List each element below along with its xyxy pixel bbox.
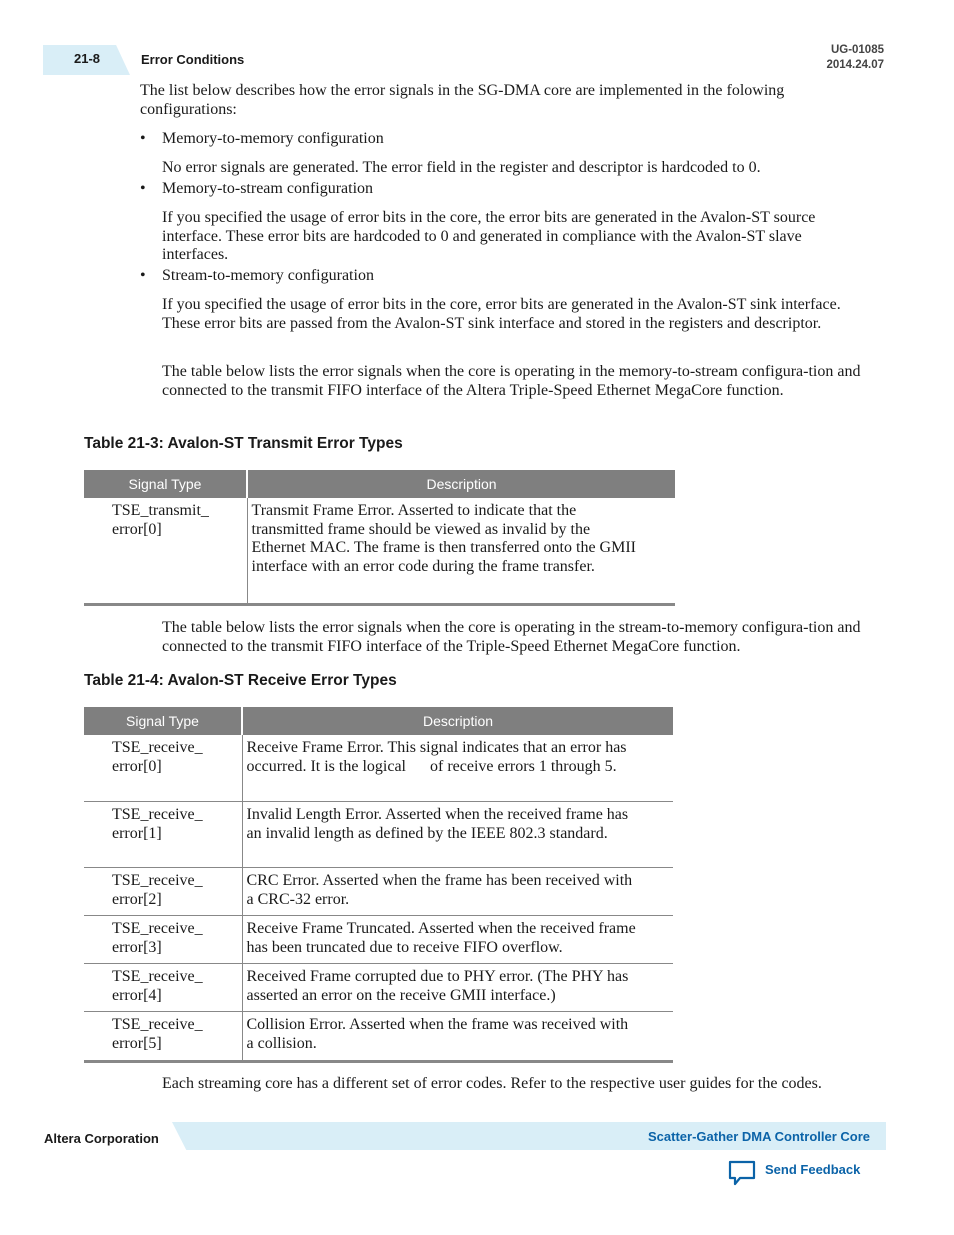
table1-intro: The table below lists the error signals when the core is operating in the memory-to-stream configura-tion and connected to the transmit FIFO interface of the Altera Triple-Speed Ethernet MegaCore function. bbox=[162, 363, 861, 399]
bullet-detail: No error signals are generated. The error field in the register and descriptor is hardcoded to 0. bbox=[162, 159, 761, 176]
table2-intro: The table below lists the error signals when the core is operating in the stream-to-memory configura-tion and connected to the transmit FIFO interface of the Triple-Speed Ethernet MegaCore function. bbox=[162, 619, 861, 655]
signal-cell: TSE_receive_ error[0] bbox=[84, 735, 242, 802]
signal-cell: TSE_receive_ error[2] bbox=[84, 868, 242, 916]
signal-cell: TSE_receive_ error[5] bbox=[84, 1012, 242, 1062]
column-header: Signal Type bbox=[84, 470, 247, 498]
description-cell: Transmit Frame Error. Asserted to indicate that the transmitted frame should be viewed as invalid by the Ethernet MAC. The frame is then transferred onto the GMII interface with an error code during the frame transfer. bbox=[247, 498, 675, 605]
closing-paragraph: Each streaming core has a different set of error codes. Refer to the respective user guides for the codes. bbox=[162, 1075, 822, 1092]
table-row bbox=[84, 916, 673, 964]
table-row bbox=[84, 964, 673, 1012]
document-id bbox=[826, 43, 884, 73]
signal-cell: TSE_receive_ error[4] bbox=[84, 964, 242, 1012]
table-row bbox=[84, 868, 673, 916]
table-row bbox=[84, 1012, 673, 1062]
bullet-icon: • bbox=[140, 267, 146, 284]
table-row bbox=[84, 802, 673, 868]
bullet-detail: If you specified the usage of error bits in the core, the error bits are generated in the Avalon-ST source interface. These error bits are hardcoded to 0 and generated in compliance with the Avalon-ST slave interfaces. bbox=[162, 209, 816, 264]
description-cell: Invalid Length Error. Asserted when the received frame has an invalid length as defined by the IEEE 802.3 standard. bbox=[242, 802, 673, 868]
section-title: Error Conditions bbox=[141, 52, 245, 67]
column-header: Description bbox=[242, 707, 673, 735]
table-row bbox=[84, 735, 673, 802]
table1-caption: Table 21-3: Avalon-ST Transmit Error Types bbox=[84, 435, 403, 452]
transmit-error-table bbox=[84, 470, 675, 606]
bullet-label: Stream-to-memory configuration bbox=[162, 267, 374, 284]
table-header-row bbox=[84, 707, 673, 735]
column-header: Signal Type bbox=[84, 707, 242, 735]
receive-error-table bbox=[84, 707, 673, 1063]
description-cell: CRC Error. Asserted when the frame has been received with a CRC-32 error. bbox=[242, 868, 673, 916]
column-header: Description bbox=[247, 470, 675, 498]
table-row bbox=[84, 498, 675, 605]
send-feedback-link[interactable]: Send Feedback bbox=[765, 1162, 861, 1177]
description-cell: Receive Frame Truncated. Asserted when the received frame has been truncated due to receive FIFO overflow. bbox=[242, 916, 673, 964]
description-cell: Receive Frame Error. This signal indicates that an error has occurred. It is the logical of receive errors 1 through 5. bbox=[242, 735, 673, 802]
page-number: 21-8 bbox=[74, 51, 101, 66]
chapter-link[interactable]: Scatter-Gather DMA Controller Core bbox=[648, 1129, 870, 1144]
signal-cell: TSE_receive_ error[3] bbox=[84, 916, 242, 964]
document-date: 2014.24.07 bbox=[826, 59, 884, 71]
bullet-label: Memory-to-memory configuration bbox=[162, 130, 384, 147]
signal-cell: TSE_receive_ error[1] bbox=[84, 802, 242, 868]
signal-cell: TSE_transmit_ error[0] bbox=[84, 498, 247, 605]
company-name: Altera Corporation bbox=[44, 1131, 159, 1146]
table2-caption: Table 21-4: Avalon-ST Receive Error Types bbox=[84, 672, 397, 689]
bullet-label: Memory-to-stream configuration bbox=[162, 180, 374, 197]
bullet-detail: If you specified the usage of error bits in the core, error bits are generated in the Avalon-ST sink interface. These error bits are passed from the Avalon-ST sink interface and stored in the registers and descriptor. bbox=[162, 296, 841, 332]
table-header-row bbox=[84, 470, 675, 498]
description-cell: Received Frame corrupted due to PHY error. (The PHY has asserted an error on the receive GMII interface.) bbox=[242, 964, 673, 1012]
bullet-icon: • bbox=[140, 130, 146, 147]
bullet-icon: • bbox=[140, 180, 146, 197]
description-cell: Collision Error. Asserted when the frame was received with a collision. bbox=[242, 1012, 673, 1062]
speech-bubble-icon[interactable] bbox=[727, 1159, 757, 1187]
intro-paragraph: The list below describes how the error signals in the SG-DMA core are implemented in the folowing configurations: bbox=[140, 82, 785, 118]
document-code: UG-01085 bbox=[830, 44, 884, 56]
